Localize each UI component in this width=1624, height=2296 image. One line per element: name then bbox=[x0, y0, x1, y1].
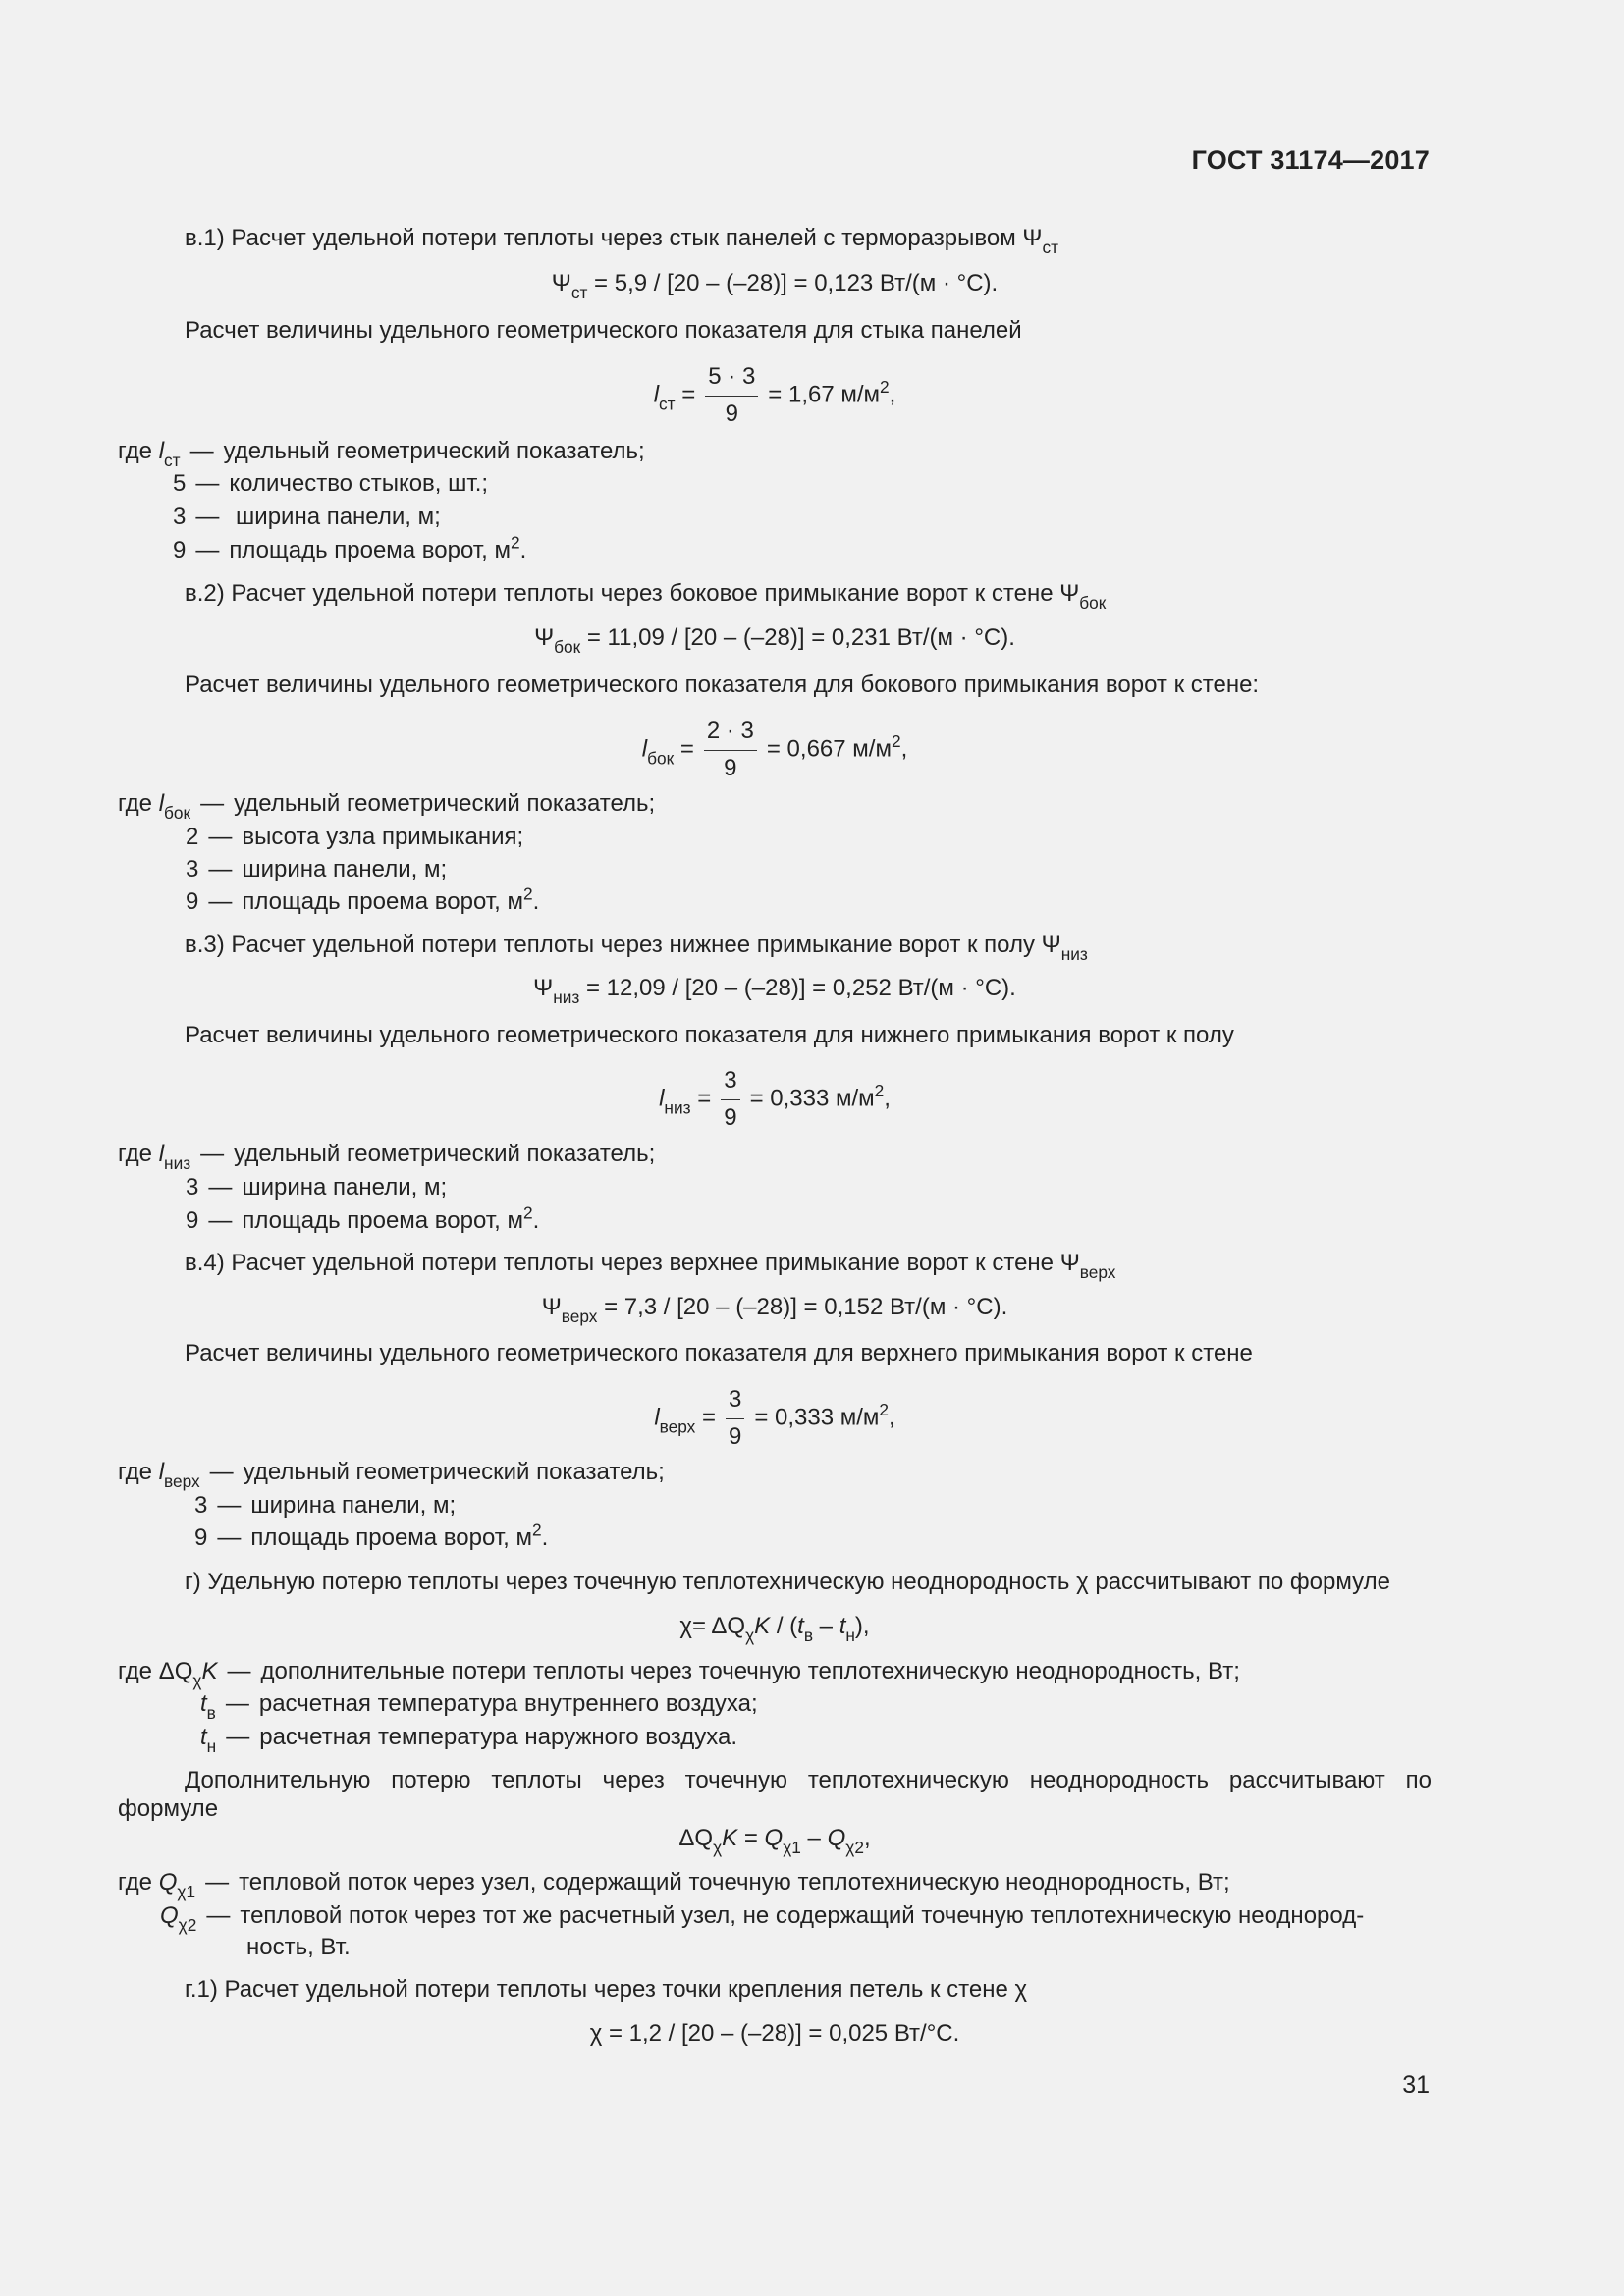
where-row: где $l_{бок}$ — удельный геометрический показатель; bbox=[118, 790, 656, 823]
formula-l-verh: $l_{верх}$ = $\frac{3}{9}$ = 0,333 $м/м^2$, bbox=[654, 1386, 895, 1450]
where-row: 9 — площадь проема ворот, $м^2$. bbox=[186, 883, 540, 915]
where-row-continuation: ность, Вт. bbox=[246, 1934, 351, 1960]
section-v3-heading: в.3) Расчет удельной потери теплоты через нижнее примыкание ворот к полу $\Psi_{низ}$ bbox=[185, 932, 1088, 964]
formula-l-st: $l_{ст}$ = $\frac{5 \cdot 3}{9}$ = 1,67 $м/м^2$, bbox=[653, 363, 896, 427]
where-row: где $\Delta Q_\chi K$ — дополнительные потери теплоты через точечную теплотехническую неоднородность, Вт; bbox=[118, 1658, 1240, 1690]
v4-geom-heading: Расчет величины удельного геометрического показателя для верхнего примыкания ворот к стене bbox=[185, 1340, 1253, 1366]
v1-geom-heading: Расчет величины удельного геометрического показателя для стыка панелей bbox=[185, 317, 1022, 344]
where-row: $t_в$ — расчетная температура внутреннего воздуха; bbox=[200, 1690, 758, 1723]
where-row: 3 — ширина панели, м; bbox=[173, 504, 441, 530]
fraction: $\frac{2 \cdot 3}{9}$ bbox=[704, 718, 757, 783]
document-header: ГОСТ 31174—2017 bbox=[1191, 145, 1430, 175]
where-row: 2 — высота узла примыкания; bbox=[186, 824, 524, 850]
fraction: $\frac{5 \cdot 3}{9}$ bbox=[705, 363, 758, 429]
where-row: где $l_{низ}$ — удельный геометрический показатель; bbox=[118, 1141, 656, 1173]
where-row: 5 — количество стыков, шт.; bbox=[173, 470, 489, 497]
page-number: 31 bbox=[1402, 2071, 1430, 2099]
formula-psi-bok: $\Psi_{бок} = 11,09 / [20 - (-28)] = 0,231$ Вт/(м · °С). bbox=[534, 624, 1015, 657]
formula-l-bok: $l_{бок}$ = $\frac{2 \cdot 3}{9}$ = 0,667 $м/м^2$, bbox=[641, 718, 908, 781]
v3-geom-heading: Расчет величины удельного геометрического показателя для нижнего примыкания ворот к полу bbox=[185, 1022, 1234, 1048]
section-v2-heading: в.2) Расчет удельной потери теплоты через боковое примыкание ворот к стене $\Psi_{бок}$ bbox=[185, 580, 1107, 613]
fraction: $\frac{3}{9}$ bbox=[726, 1386, 744, 1452]
where-row: где $l_{верх}$ — удельный геометрический показатель; bbox=[118, 1459, 665, 1491]
where-row: $Q_{\chi 2}$ — тепловой поток через тот же расчетный узел, не содержащий точечную теплотехническую неоднород- bbox=[160, 1902, 1365, 1935]
section-g1-heading: г.1) Расчет удельной потери теплоты через точки крепления петель к стене χ bbox=[185, 1976, 1028, 2002]
formula-psi-niz: $\Psi_{низ} = 12,09 / [20 - (-28)] = 0,252$ Вт/(м · °С). bbox=[533, 975, 1016, 1007]
section-v1-heading: в.1) Расчет удельной потери теплоты через стык панелей с терморазрывом $\Psi_{ст}$ bbox=[185, 225, 1058, 257]
where-row: 3 — ширина панели, м; bbox=[186, 856, 448, 882]
formula-psi-st: $\Psi_{ст} = 5,9 / [20 - (-28)] = 0,123$ Вт/(м · °С). bbox=[551, 270, 999, 302]
where-row: $t_н$ — расчетная температура наружного воздуха. bbox=[200, 1724, 738, 1756]
formula-chi-value: χ = 1,2 / [20 – (–28)] = 0,025 Вт/°С. bbox=[589, 2020, 960, 2047]
where-row: 3 — ширина панели, м; bbox=[186, 1174, 448, 1201]
formula-chi: $\chi= \Delta Q_\chi K / (t_в - t_н)$, bbox=[679, 1613, 870, 1645]
where-row: где $Q_{\chi 1}$ — тепловой поток через узел, содержащий точечную теплотехническую неоднородность, Вт; bbox=[118, 1869, 1230, 1901]
g-paragraph-line2: формуле bbox=[118, 1795, 219, 1822]
fraction: $\frac{3}{9}$ bbox=[721, 1067, 739, 1133]
v2-geom-heading: Расчет величины удельного геометрического показателя для бокового примыкания ворот к стене: bbox=[185, 671, 1260, 698]
formula-delta-q: $\Delta Q_\chi K = Q_{\chi 1} - Q_{\chi 2}$, bbox=[678, 1825, 871, 1857]
where-row: 3 — ширина панели, м; bbox=[194, 1492, 457, 1519]
where-row: 9 — площадь проема ворот, $м^2$. bbox=[173, 532, 527, 563]
where-row: 9 — площадь проема ворот, $м^2$. bbox=[186, 1202, 540, 1234]
section-v4-heading: в.4) Расчет удельной потери теплоты через верхнее примыкание ворот к стене $\Psi_{верх}$ bbox=[185, 1250, 1116, 1282]
where-row: 9 — площадь проема ворот, $м^2$. bbox=[194, 1520, 549, 1551]
section-g-heading: г) Удельную потерю теплоты через точечную теплотехническую неоднородность χ рассчитывают по формуле bbox=[185, 1569, 1390, 1595]
formula-l-niz: $l_{низ}$ = $\frac{3}{9}$ = 0,333 $м/м^2$, bbox=[659, 1067, 891, 1131]
g-paragraph-line1: Дополнительную потерю теплоты через точечную теплотехническую неоднородность рассчитывают по bbox=[185, 1767, 1432, 1793]
formula-psi-verh: $\Psi_{верх} = 7,3 / [20 - (-28)] = 0,152$ Вт/(м · °С). bbox=[541, 1294, 1008, 1326]
where-row: где $l_{ст}$ — удельный геометрический показатель; bbox=[118, 438, 645, 470]
